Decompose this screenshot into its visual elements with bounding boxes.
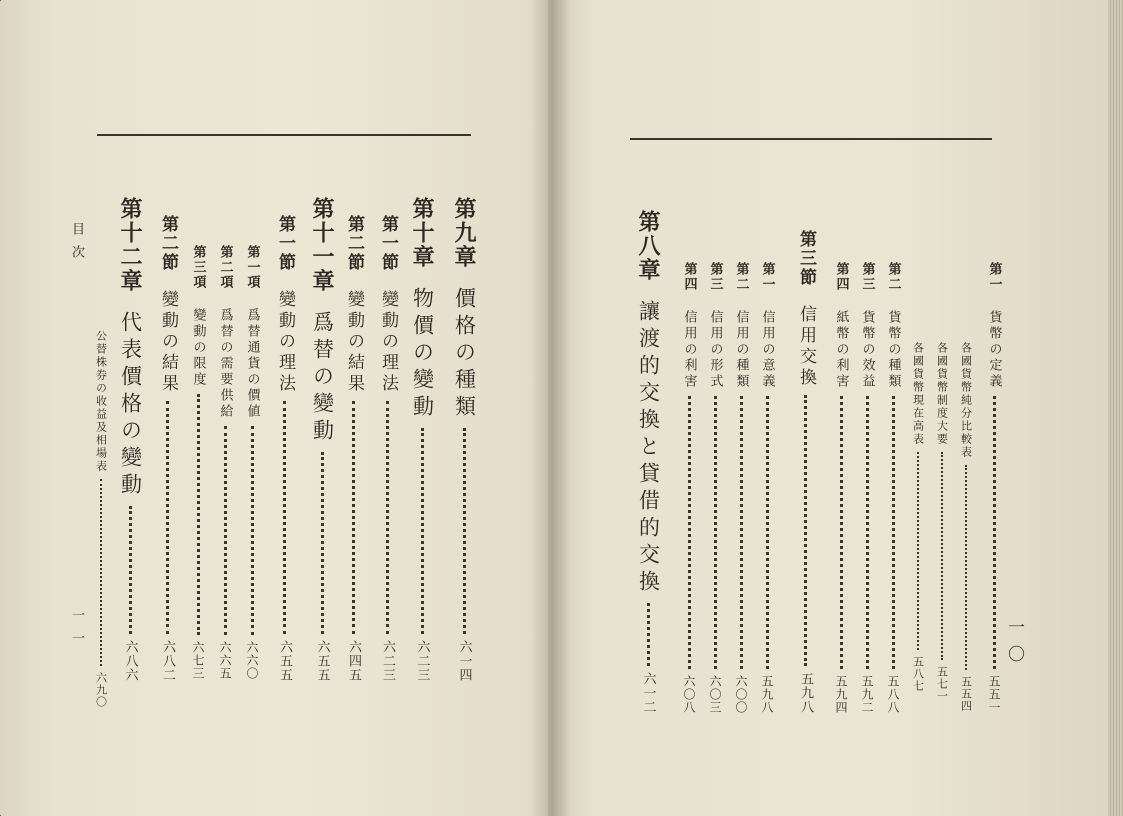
toc-entry-chapter-8 [636, 210, 660, 714]
entry-page: 六一二 [640, 672, 656, 714]
entry-label: 第一 [759, 262, 775, 292]
leader-dots [421, 428, 424, 634]
toc-entry-item [987, 262, 1001, 714]
entry-page: 五九四 [834, 675, 848, 714]
entry-label: 第二 [733, 262, 749, 292]
entry-page: 五五四 [959, 676, 973, 712]
entry-label: 第三 [707, 262, 723, 292]
left-running-header: 目次 [69, 222, 84, 268]
leader-dots [993, 396, 996, 669]
entry-page: 六二三 [380, 640, 395, 682]
entry-title: 貨幣の效益 [859, 310, 875, 390]
entry-title: 貨幣の種類 [885, 310, 901, 390]
entry-label: 第四 [681, 262, 697, 292]
entry-page: 六一四 [456, 640, 472, 682]
entry-page: 六〇三 [708, 675, 722, 714]
leader-dots [463, 428, 466, 634]
entry-label: 第二節 [344, 215, 364, 272]
entry-label: 第十一章 [309, 197, 335, 293]
leader-dots [129, 506, 132, 634]
entry-page: 五九八 [798, 672, 813, 714]
entry-title: 信用の利害 [681, 310, 697, 390]
leader-dots [941, 452, 943, 660]
entry-label: 第二 [885, 262, 901, 292]
entry-title: 變動の限度 [190, 308, 206, 388]
entry-title: 讓渡的交換と貸借的交換 [636, 300, 661, 597]
leader-dots [965, 465, 967, 670]
page-edges [1108, 0, 1123, 816]
entry-page: 六八二 [160, 640, 175, 682]
leader-dots [321, 452, 324, 634]
toc-entry-item [218, 245, 232, 680]
toc-entry-item [245, 245, 259, 680]
entry-title: 變動の結果 [158, 290, 178, 395]
toc-entry-chapter-9 [452, 197, 476, 682]
leader-dots [166, 401, 169, 634]
entry-page: 五五一 [987, 675, 1001, 714]
entry-label: 第十二章 [117, 197, 143, 293]
leader-dots [740, 396, 743, 669]
leader-dots [647, 603, 650, 666]
entry-label: 第一 [986, 262, 1002, 292]
leader-dots [352, 401, 355, 634]
toc-entry-item [886, 262, 900, 714]
entry-label: 第一項 [244, 245, 260, 290]
toc-entry-note [960, 342, 972, 712]
right-folio: 一〇 [1004, 618, 1024, 672]
toc-entry-section [796, 230, 815, 714]
entry-page: 五八八 [886, 675, 900, 714]
entry-page: 六〇〇 [734, 675, 748, 714]
entry-label: 第二項 [217, 245, 233, 290]
entry-title: 爲替の需要供給 [217, 308, 233, 420]
toc-entry-item [682, 262, 696, 714]
entry-page: 六五五 [314, 640, 330, 682]
leader-dots [224, 426, 227, 635]
entry-title: 各國貨幣現在高表 [911, 342, 925, 446]
entry-label: 第三節 [796, 230, 816, 287]
entry-page: 六六五 [218, 641, 232, 680]
toc-entry-note [95, 330, 107, 708]
leader-dots [866, 396, 869, 669]
entry-title: 變動の結果 [344, 290, 364, 395]
entry-label: 第十章 [409, 197, 435, 269]
leader-dots [804, 395, 807, 666]
toc-entry-chapter-11 [310, 197, 334, 682]
entry-title: 變動の理法 [275, 290, 295, 395]
entry-title: 爲替の變動 [310, 311, 335, 446]
entry-page: 六八六 [122, 640, 138, 682]
entry-page: 五八七 [911, 656, 925, 692]
entry-label: 第一節 [275, 215, 295, 272]
entry-title: 各國貨幣制度大要 [935, 342, 949, 446]
entry-title: 價格の種類 [452, 287, 477, 422]
entry-page: 六五五 [277, 640, 292, 682]
leader-dots [714, 396, 717, 669]
left-folio: 一一 [69, 608, 84, 654]
toc-entry-note [936, 342, 948, 702]
leader-dots [840, 396, 843, 669]
entry-label: 第九章 [451, 197, 477, 269]
toc-entry-item [734, 262, 748, 714]
leader-dots [386, 401, 389, 634]
leader-dots [197, 394, 200, 635]
right-top-rule [630, 138, 992, 140]
entry-title: 變動の理法 [378, 290, 398, 395]
entry-page: 六二三 [414, 640, 430, 682]
leader-dots [251, 426, 254, 635]
entry-title: 信用の形式 [707, 310, 723, 390]
entry-label: 第二節 [158, 215, 178, 272]
entry-label: 第四 [833, 262, 849, 292]
leader-dots [283, 401, 286, 634]
entry-title: 紙幣の利害 [833, 310, 849, 390]
entry-title: 貨幣の定義 [986, 310, 1002, 390]
entry-label: 第三項 [190, 245, 206, 290]
entry-page: 五九二 [860, 675, 874, 714]
toc-entry-chapter-10 [410, 197, 434, 682]
entry-label: 第三 [859, 262, 875, 292]
toc-entry-chapter-12 [118, 197, 142, 682]
leader-dots [100, 479, 102, 666]
entry-page: 六七三 [191, 641, 205, 680]
entry-label: 第八章 [635, 210, 661, 282]
entry-title: 代表價格の變動 [118, 311, 143, 500]
toc-entry-note [912, 342, 924, 692]
entry-title: 信用の種類 [733, 310, 749, 390]
right-page [548, 0, 1110, 816]
entry-page: 五七一 [935, 666, 949, 702]
leader-dots [917, 452, 919, 650]
book-gutter [530, 0, 570, 816]
toc-entry-item [760, 262, 774, 714]
entry-page: 六四五 [346, 640, 361, 682]
entry-page: 五九八 [760, 675, 774, 714]
leader-dots [766, 396, 769, 669]
leader-dots [688, 396, 691, 669]
toc-entry-item [191, 245, 205, 680]
toc-entry-item [834, 262, 848, 714]
toc-entry-item [860, 262, 874, 714]
toc-entry-section [275, 215, 294, 682]
toc-entry-item [708, 262, 722, 714]
entry-page: 六九〇 [94, 672, 108, 708]
entry-label: 第一節 [378, 215, 398, 272]
left-top-rule [97, 134, 471, 136]
entry-title: 信用交換 [796, 305, 816, 389]
toc-entry-section [378, 215, 397, 682]
leader-dots [892, 396, 895, 669]
toc-entry-section [344, 215, 363, 682]
toc-entry-section [158, 215, 177, 682]
entry-title: 公替株券の收益及相場表 [94, 330, 108, 473]
entry-title: 爲替通貨の價値 [244, 308, 260, 420]
entry-title: 物價の變動 [410, 287, 435, 422]
entry-page: 六〇八 [682, 675, 696, 714]
entry-page: 六六〇 [245, 641, 259, 680]
entry-title: 各國貨幣純分比較表 [959, 342, 973, 459]
entry-title: 信用の意義 [759, 310, 775, 390]
